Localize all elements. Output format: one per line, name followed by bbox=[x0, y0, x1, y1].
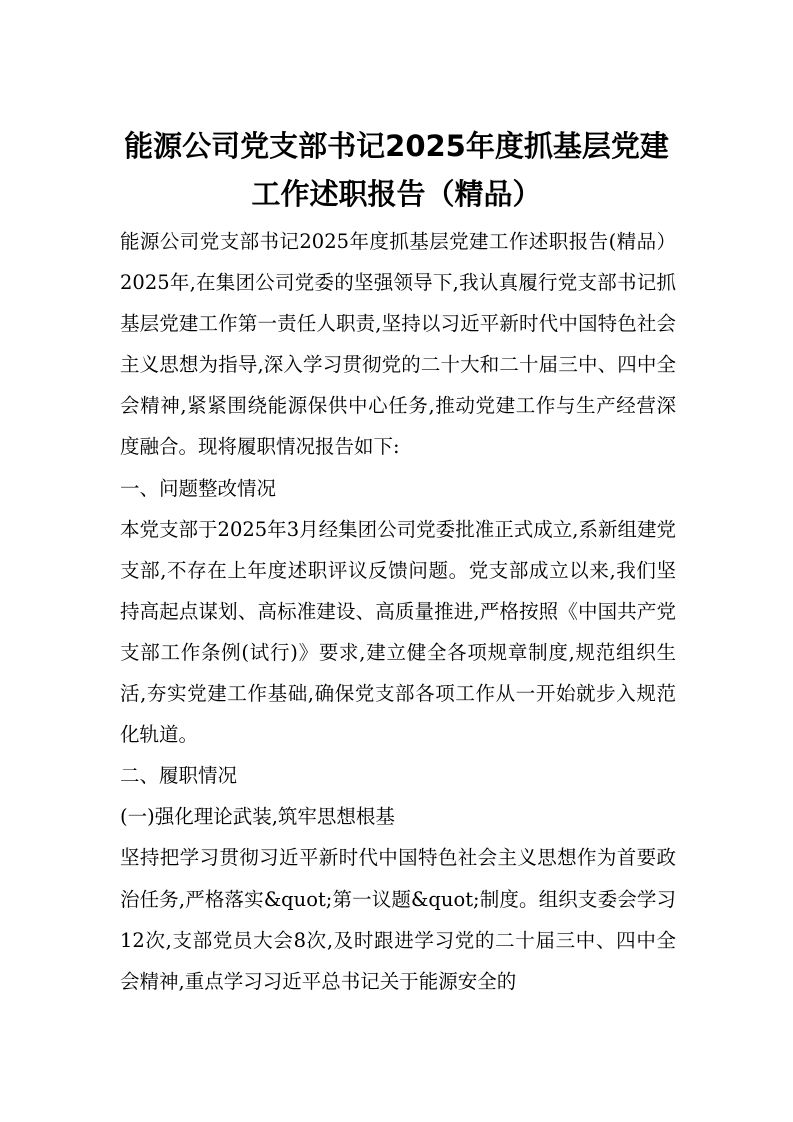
subsection-paragraph-theory-study: 坚持把学习贯彻习近平新时代中国特色社会主义思想作为首要政治任务,严格落实&quot;第一议题&quot;制度。组织支委会学习12次,支部党员大会8次,及时跟进学习党的二十届三中、四中全会精神,重点学习习近平总书记关于能源安全的 bbox=[120, 846, 676, 993]
section-heading-duty-performance: 二、履职情况 bbox=[120, 764, 238, 788]
section-heading-problem-rectification: 一、问题整改情况 bbox=[120, 476, 277, 500]
section-paragraph-problem-rectification: 本党支部于2025年3月经集团公司党委批准正式成立,系新组建党支部,不存在上年度述职评议反馈问题。党支部成立以来,我们坚持高起点谋划、高标准建设、高质量推进,严格按照《中国共产党支部工作条例(试行)》要求,建立健全各项规章制度,规范组织生活,夯实党建工作基础,确保党支部各项工作从一开始就步入规范化轨道。 bbox=[120, 517, 676, 747]
intro-paragraph: 能源公司党支部书记2025年度抓基层党建工作述职报告(精品）2025年,在集团公司党委的坚强领导下,我认真履行党支部书记抓基层党建工作第一责任人职责,坚持以习近平新时代中国特色社会主义思想为指导,深入学习贯彻党的二十大和二十届三中、四中全会精神,紧紧围绕能源保供中心任务,推动党建工作与生产经营深度融合。现将履职情况报告如下: bbox=[120, 230, 676, 459]
document-title-line-1: 能源公司党支部书记2025年度抓基层党建 bbox=[124, 129, 669, 163]
document-title-line-2: 工作述职报告（精品） bbox=[251, 177, 542, 211]
document-body bbox=[120, 221, 676, 1002]
subsection-heading-theory-study: (一)强化理论武装,筑牢思想根基 bbox=[120, 805, 395, 829]
